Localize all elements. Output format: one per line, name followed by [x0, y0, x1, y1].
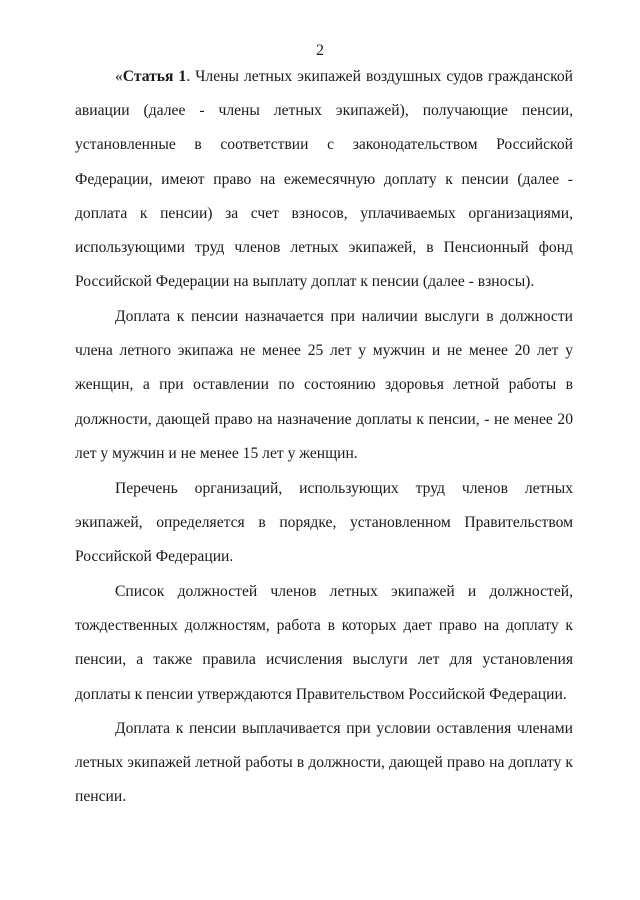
paragraph-text: Список должностей членов летных экипажей и должностей, тождественных должностям, работа в которых дает право на доплату к пенсии, а также правила исчисления выслуги лет для установления доплаты к пенсии утверждаются Правительством Российской Федерации. — [75, 583, 573, 703]
paragraph-text: Перечень организаций, использующих труд членов летных экипажей, определяется в порядке, установленном Правительством Российской Федерации. — [75, 480, 573, 566]
payment-condition-paragraph — [75, 712, 573, 815]
quote-mark: « — [115, 68, 123, 85]
paragraph-article-1 — [75, 60, 573, 299]
paragraph-text: Доплата к пенсии назначается при наличии выслуги в должности члена летного экипажа не менее 25 лет у мужчин и не менее 20 лет у женщин, а при оставлении по состоянию здоровья летной работы в должности, дающей право на назначение доплаты к пенсии, - не менее 20 лет у мужчин и не менее 15 лет у женщин. — [75, 308, 573, 462]
organizations-paragraph — [75, 472, 573, 575]
paragraph-text: Доплата к пенсии выплачивается при условии оставления членами летных экипажей летной работы в должности, дающей право на доплату к пенсии. — [75, 720, 573, 806]
positions-list-paragraph — [75, 575, 573, 712]
seniority-paragraph — [75, 300, 573, 471]
article-1-paragraph — [75, 60, 573, 299]
page-number: 2 — [316, 42, 324, 59]
paragraph-text: . Члены летных экипажей воздушных судов гражданской авиации (далее - члены летных экипажей), получающие пенсии, установленные в соответствии с законодательством Российской Федерации, имеют право на ежемесячную доплату к пенсии (далее - доплата к пенсии) за счет взносов, уплачиваемых организациями, использующими труд членов летных экипажей, в Пенсионный фонд Российской Федерации на выплату доплат к пенсии (далее - взносы). — [75, 68, 573, 291]
article-heading: Статья 1 — [122, 68, 187, 85]
